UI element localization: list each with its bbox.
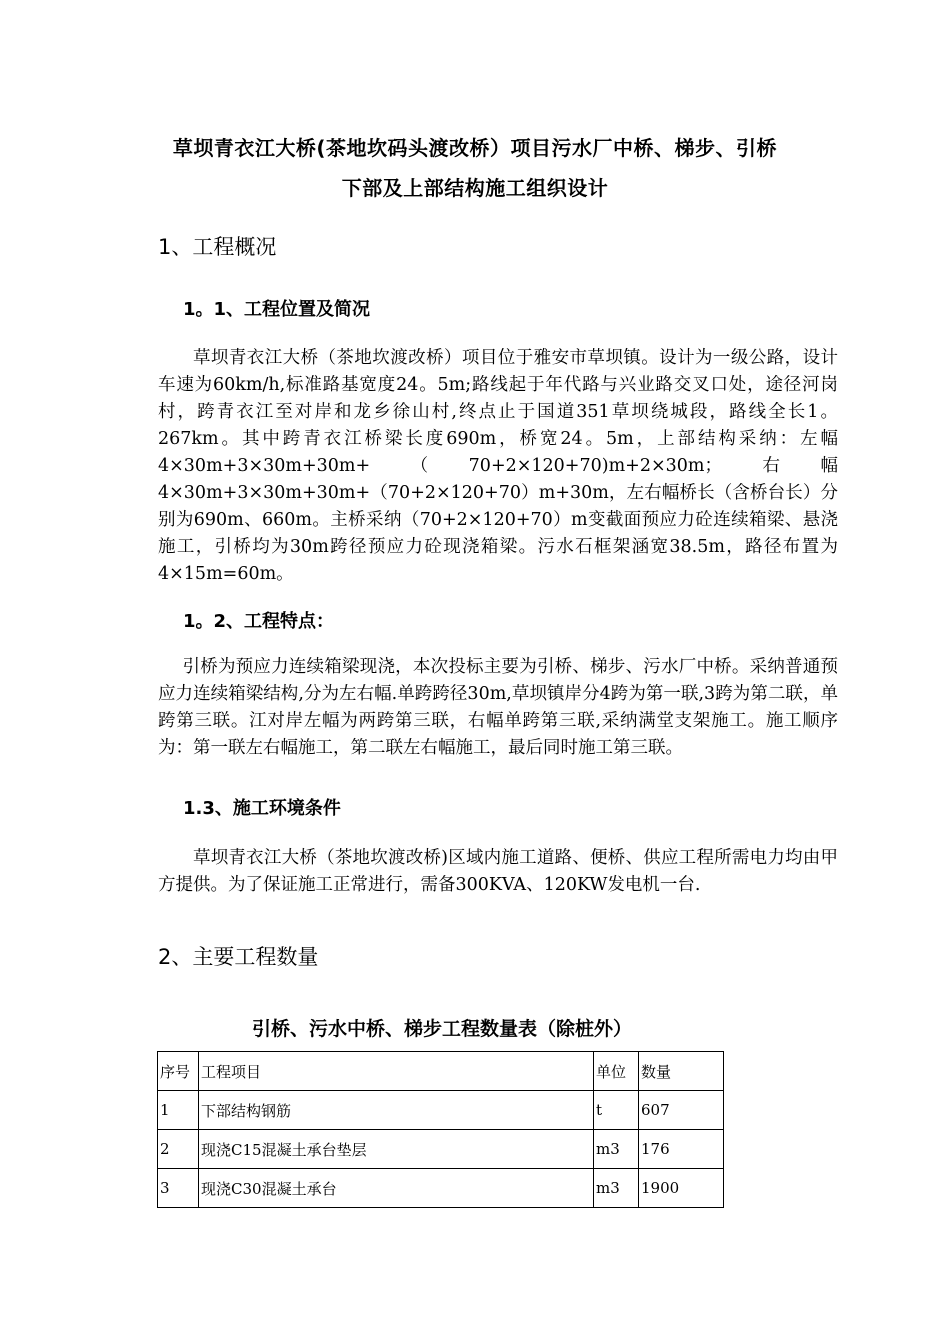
cell-index: 2 xyxy=(158,1130,199,1169)
cell-quantity: 607 xyxy=(639,1091,724,1130)
table-header-row xyxy=(158,1052,724,1091)
cell-index: 3 xyxy=(158,1169,199,1208)
table-row xyxy=(158,1130,724,1169)
subsection-1-3-heading: 1.3、施工环境条件 xyxy=(183,798,341,819)
cell-index: 1 xyxy=(158,1091,199,1130)
cell-quantity: 1900 xyxy=(639,1169,724,1208)
cell-item: 下部结构钢筋 xyxy=(199,1091,594,1130)
cell-unit: m3 xyxy=(594,1169,639,1208)
document-title-line2: 下部及上部结构施工组织设计 xyxy=(341,176,609,200)
subsection-1-2-text: 引桥为预应力连续箱梁现浇，本次投标主要为引桥、梯步、污水厂中桥。采纳普通预应力连续箱梁结构,分为左右幅.单跨跨径30m,草坝镇岸分4跨为第一联,3跨为第二联，单跨第三联。江对岸左幅为两跨第三联，右幅单跨第三联,采纳满堂支架施工。施工顺序为：第一联左右幅施工，第二联左右幅施工，最后同时施工第三联。 xyxy=(158,657,838,758)
section2-heading: 2、主要工程数量 xyxy=(158,945,319,969)
subsection-1-1-heading: 1。1、工程位置及简况 xyxy=(183,299,371,320)
header-cell-unit: 单位 xyxy=(594,1052,639,1091)
cell-item: 现浇C15混凝土承台垫层 xyxy=(199,1130,594,1169)
section1-heading: 1、工程概况 xyxy=(158,235,277,259)
header-cell-index: 序号 xyxy=(158,1052,199,1091)
quantity-table xyxy=(157,1051,724,1208)
subsection-1-3-text: 草坝青衣江大桥（茶地坎渡改桥)区域内施工道路、便桥、供应工程所需电力均由甲方提供。为了保证施工正常进行，需备300KVA、120KW发电机一台. xyxy=(158,848,838,895)
table-title: 引桥、污水中桥、梯步工程数量表（除桩外） xyxy=(251,1018,632,1040)
table-row xyxy=(158,1091,724,1130)
cell-quantity: 176 xyxy=(639,1130,724,1169)
subsection-1-2-heading: 1。2、工程特点： xyxy=(183,611,335,632)
header-cell-item: 工程项目 xyxy=(199,1052,594,1091)
cell-unit: m3 xyxy=(594,1130,639,1169)
document-title-line1: 草坝青衣江大桥(茶地坎码头渡改桥）项目污水厂中桥、梯步、引桥 xyxy=(172,136,778,160)
cell-item: 现浇C30混凝土承台 xyxy=(199,1169,594,1208)
cell-unit: t xyxy=(594,1091,639,1130)
table-row xyxy=(158,1169,724,1208)
header-cell-quantity: 数量 xyxy=(639,1052,724,1091)
subsection-1-1-text: 草坝青衣江大桥（茶地坎渡改桥）项目位于雅安市草坝镇。设计为一级公路，设计车速为60km/h,标准路基宽度24。5m;路线起于年代路与兴业路交叉口处，途径河岗村，跨青衣江至对岸和龙乡徐山村,终点止于国道351草坝绕城段，路线全长1。267km。其中跨青衣江桥梁长度690m，桥宽24。5m，上部结构采纳：左幅4×30m+3×30m+30m+（70+2×120+70)m+2×30m；右幅4×30m+3×30m+30m+（70+2×120+70）m+30m，左右幅桥长（含桥台长）分别为690m、660m。主桥采纳（70+2×120+70）m变截面预应力砼连续箱梁、悬浇施工，引桥均为30m跨径预应力砼现浇箱梁。污水石框架涵宽38.5m，路径布置为4×15m=60m。 xyxy=(158,348,838,584)
